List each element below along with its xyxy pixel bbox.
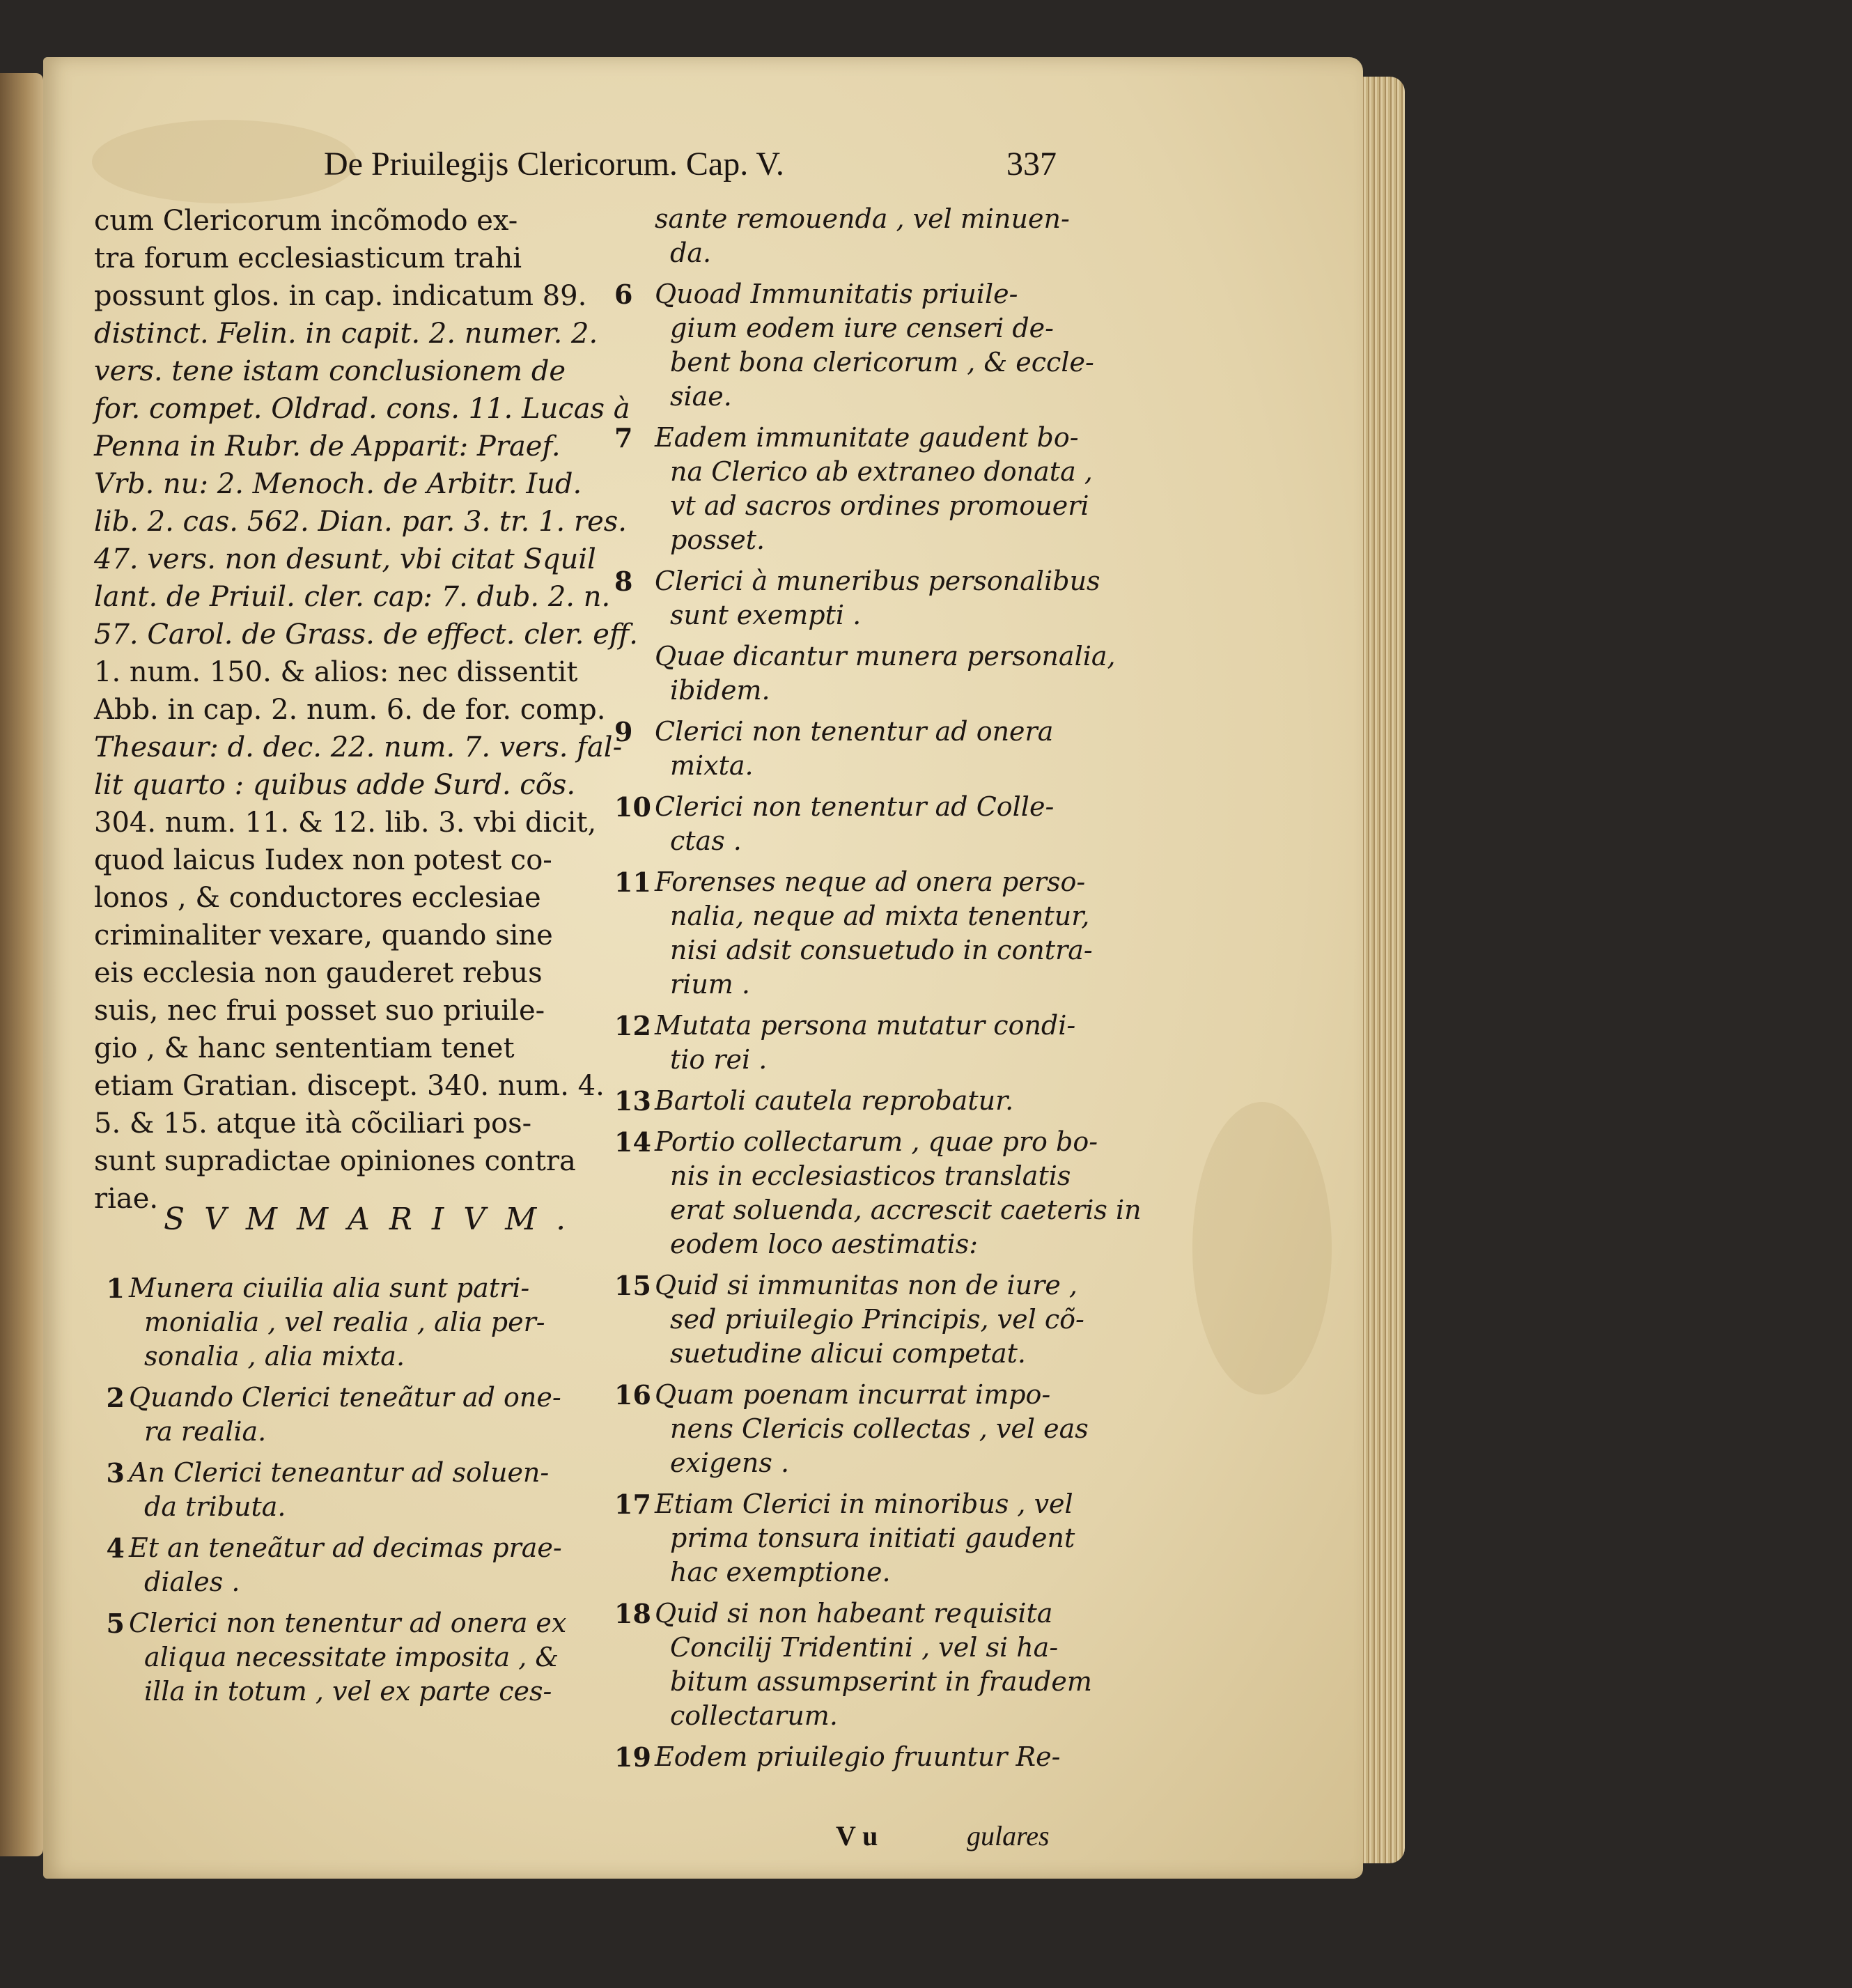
summary-entry-line: Quid si immunitas non de iure ,	[655, 1270, 1077, 1300]
summary-entry	[106, 1606, 630, 1709]
text-line: 304. num. 11. & 12. lib. 3. vbi dicit,	[94, 807, 597, 839]
summary-entry	[614, 1378, 1121, 1480]
summary-entry-line: Forenses neque ad onera perso-	[655, 867, 1086, 897]
text-line: 57. Carol. de Grass. de effect. cler. eff.	[94, 619, 638, 651]
text-line: riae.	[94, 1183, 159, 1215]
summary-entry	[614, 1268, 1121, 1371]
summary-entry-line: sunt exempti .	[670, 600, 862, 630]
summary-entry-line: Eadem immunitate gaudent bo-	[655, 422, 1079, 453]
summary-entry	[620, 202, 1121, 270]
summary-entry-number: 12	[614, 1010, 651, 1041]
summary-entry-number: 6	[614, 279, 633, 310]
summary-entry-line: nens Clericis collectas , vel eas	[670, 1413, 1089, 1444]
text-line: suis, nec frui posset suo priuile-	[94, 995, 545, 1027]
summary-entry-line: rium .	[670, 969, 750, 1000]
page-number: 337	[1006, 146, 1057, 183]
summary-entry-number: 4	[106, 1532, 125, 1564]
signature-mark: V u	[836, 1820, 878, 1851]
summary-entry-line: Quam poenam incurrat impo-	[655, 1379, 1051, 1410]
summary-entry	[106, 1271, 630, 1374]
text-line: etiam Gratian. discept. 340. num. 4.	[94, 1070, 605, 1102]
summary-entry-line: monialia , vel realia , alia per-	[144, 1307, 545, 1337]
summary-entry-number: 18	[614, 1598, 651, 1629]
summary-entry-line: Clerici à muneribus personalibus	[655, 566, 1100, 596]
summary-entry-number: 5	[106, 1608, 125, 1639]
summary-entry-line: Munera ciuilia alia sunt patri-	[129, 1273, 530, 1303]
summary-entry	[614, 1125, 1142, 1261]
summary-entry-number: 17	[614, 1489, 651, 1520]
summary-entry-line: bent bona clericorum , & eccle-	[670, 347, 1094, 378]
summary-entry-number: 16	[614, 1379, 651, 1411]
summary-entry-number: 7	[614, 422, 633, 453]
summary-entry-line: gium eodem iure censeri de-	[670, 313, 1054, 343]
text-line: Thesaur: d. dec. 22. num. 7. vers. fal-	[94, 731, 623, 763]
summary-list-left	[106, 1271, 630, 1716]
summary-entry	[614, 1009, 1121, 1077]
summary-entry-line: Quae dicantur munera personalia,	[655, 641, 1116, 671]
summary-entry-line: illa in totum , vel ex parte ces-	[144, 1676, 552, 1707]
summary-entry-line: siae.	[670, 381, 732, 412]
summary-entry-line: Clerici non tenentur ad Colle-	[655, 791, 1055, 822]
summary-entry-line: Etiam Clerici in minoribus , vel	[655, 1489, 1073, 1519]
summary-entry-line: Portio collectarum , quae pro bo-	[655, 1126, 1098, 1157]
summary-entry-number: 10	[614, 791, 651, 823]
summary-entry	[614, 1487, 1121, 1590]
summary-entry	[614, 865, 1121, 1002]
summary-entry	[620, 639, 1121, 708]
summary-entry-number: 8	[614, 566, 633, 597]
summary-entry	[614, 790, 1121, 858]
summary-entry-line: suetudine alicui competat.	[670, 1338, 1026, 1369]
summary-entry-line: collectarum.	[670, 1700, 838, 1731]
summary-entry-line: eodem loco aestimatis:	[670, 1229, 979, 1259]
summary-entry-number: 14	[614, 1126, 651, 1158]
summary-entry-line: exigens .	[670, 1447, 790, 1478]
text-line: lant. de Priuil. cler. cap: 7. dub. 2. n.	[94, 581, 611, 613]
summary-entry-line: Quoad Immunitatis priuile-	[655, 279, 1018, 309]
summary-entry	[614, 1740, 1121, 1774]
summary-entry	[614, 1597, 1121, 1733]
paper-stain	[1192, 1102, 1332, 1395]
summary-entry-line: nis in ecclesiasticos translatis	[670, 1160, 1071, 1191]
summary-entry-line: da.	[670, 238, 712, 268]
summary-entry-line: nisi adsit consuetudo in contra-	[670, 935, 1093, 965]
summary-entry-line: diales .	[144, 1567, 240, 1597]
summary-entry-line: sed priuilegio Principis, vel cõ-	[670, 1304, 1084, 1335]
summary-entry-line: erat soluenda, accrescit caeteris in	[670, 1195, 1142, 1225]
summary-entry-number: 11	[614, 867, 651, 898]
summary-entry	[614, 564, 1121, 632]
summary-entry-line: Clerici non tenentur ad onera	[655, 716, 1054, 747]
summary-entry	[106, 1531, 630, 1599]
text-line: possunt glos. in cap. indicatum 89.	[94, 280, 587, 312]
text-line: vers. tene istam conclusionem de	[94, 355, 566, 387]
summary-list-right	[614, 202, 1142, 1781]
summary-entry-line: sonalia , alia mixta.	[144, 1341, 405, 1372]
summary-entry-line: bitum assumpserint in fraudem	[670, 1666, 1092, 1697]
summary-entry-line: Quando Clerici teneãtur ad one-	[129, 1382, 561, 1413]
text-line: sunt supradictae opiniones contra	[94, 1145, 576, 1177]
text-line: for. compet. Oldrad. cons. 11. Lucas à	[94, 393, 630, 425]
text-line: lonos , & conductores ecclesiae	[94, 882, 541, 914]
text-line: Vrb. nu: 2. Menoch. de Arbitr. Iud.	[94, 468, 582, 500]
text-line: eis ecclesia non gauderet rebus	[94, 957, 543, 989]
summary-entry	[106, 1381, 630, 1449]
summary-entry-line: ctas .	[670, 825, 742, 856]
text-line: lit quarto : quibus adde Surd. cõs.	[94, 769, 576, 801]
summary-entry-number: 3	[106, 1457, 125, 1489]
summary-entry-number: 19	[614, 1741, 651, 1773]
summary-entry-line: Et an teneãtur ad decimas prae-	[129, 1532, 562, 1563]
summary-entry-line: hac exemptione.	[670, 1557, 891, 1587]
summary-entry	[614, 421, 1121, 557]
summary-entry-line: aliqua necessitate imposita , &	[144, 1642, 559, 1672]
text-line: 5. & 15. atque ità cõciliari pos-	[94, 1108, 532, 1140]
summary-entry-line: ra realia.	[144, 1416, 267, 1447]
summary-entry-line: Concilij Tridentini , vel si ha-	[670, 1632, 1059, 1663]
text-line: distinct. Felin. in capit. 2. numer. 2.	[94, 318, 598, 350]
summary-entry	[614, 1084, 1121, 1118]
text-line: tra forum ecclesiasticum trahi	[94, 242, 522, 274]
summary-entry	[106, 1456, 630, 1524]
summary-entry-line: sante remouenda , vel minuen-	[655, 203, 1070, 234]
running-head-title: De Priuilegijs Clericorum. Cap. V.	[324, 146, 784, 183]
text-line: 1. num. 150. & alios: nec dissentit	[94, 656, 578, 688]
summary-entry-number: 15	[614, 1270, 651, 1301]
summary-entry-line: na Clerico ab extraneo donata ,	[670, 456, 1093, 487]
text-line: lib. 2. cas. 562. Dian. par. 3. tr. 1. res.	[94, 506, 628, 538]
text-line: quod laicus Iudex non potest co-	[94, 844, 552, 876]
summary-entry-number: 2	[106, 1382, 125, 1413]
summary-entry-line: nalia, neque ad mixta tenentur,	[670, 901, 1090, 931]
summary-entry-number: 1	[106, 1273, 125, 1304]
summary-entry-line: tio rei .	[670, 1044, 768, 1075]
summary-entry	[614, 715, 1121, 783]
summary-entry-number: 9	[614, 716, 633, 747]
summary-entry-line: vt ad sacros ordines promoueri	[670, 490, 1089, 521]
text-line: criminaliter vexare, quando sine	[94, 919, 553, 952]
text-line: cum Clericorum incõmodo ex-	[94, 205, 518, 237]
summary-entry-number: 13	[614, 1085, 651, 1117]
summary-entry-line: posset.	[670, 525, 765, 555]
summary-entry-line: Clerici non tenentur ad onera ex	[129, 1608, 567, 1638]
summary-entry-line: da tributa.	[144, 1491, 286, 1522]
summary-entry-line: mixta.	[670, 750, 754, 781]
text-line: Penna in Rubr. de Apparit: Praef.	[94, 430, 561, 463]
summary-entry-line: ibidem.	[670, 675, 770, 706]
catchword: gulares	[967, 1820, 1050, 1851]
running-head	[0, 145, 1852, 194]
summary-entry-line: Eodem priuilegio fruuntur Re-	[655, 1741, 1061, 1772]
summary-entry-line: Mutata persona mutatur condi-	[655, 1010, 1076, 1041]
summarium-heading: SVMMARIVM.	[164, 1202, 586, 1237]
summary-entry	[614, 277, 1121, 414]
previous-page-edge	[0, 73, 43, 1856]
text-line: Abb. in cap. 2. num. 6. de for. comp.	[94, 694, 606, 726]
text-line: gio , & hanc sententiam tenet	[94, 1032, 515, 1064]
summary-entry-line: An Clerici teneantur ad soluen-	[129, 1457, 550, 1488]
summary-entry-line: Quid si non habeant requisita	[655, 1598, 1053, 1629]
text-line: 47. vers. non desunt, vbi citat Squil	[94, 543, 596, 575]
summary-entry-line: Bartoli cautela reprobatur.	[655, 1085, 1014, 1116]
summary-entry-line: prima tonsura initiati gaudent	[670, 1523, 1075, 1553]
